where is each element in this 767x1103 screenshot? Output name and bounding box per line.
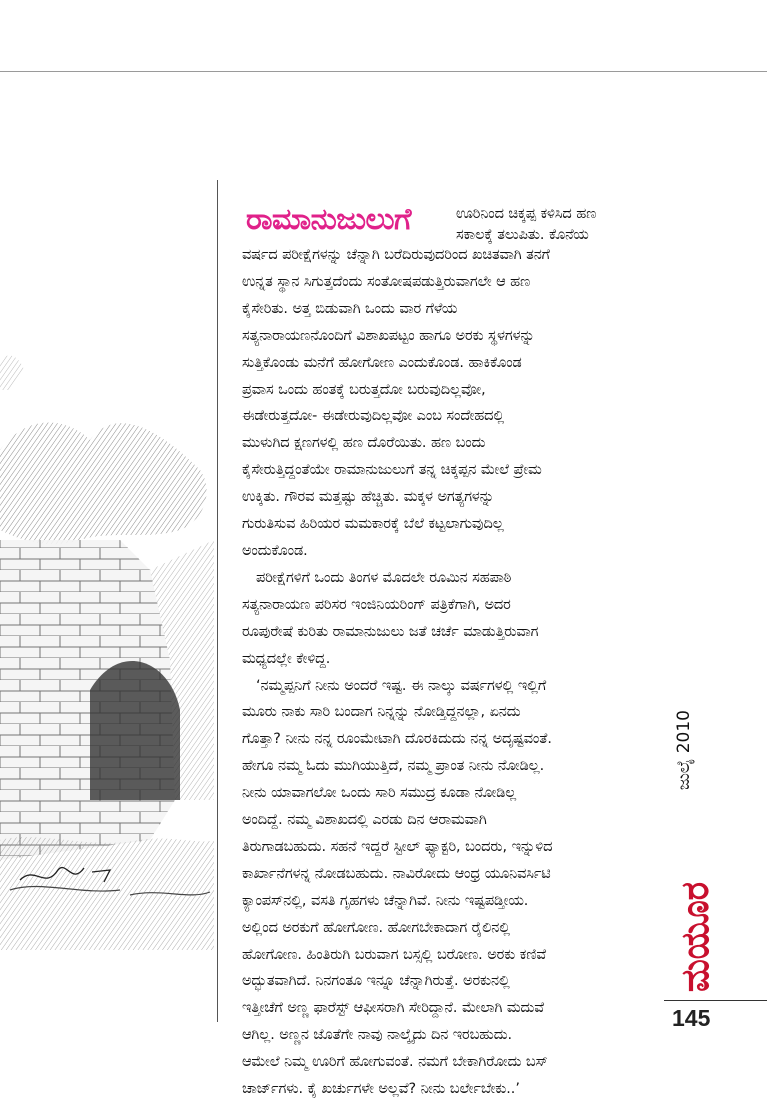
text-line: ಗುರುತಿಸುವ ಹಿರಿಯರ ಮಮಕಾರಕ್ಕೆ ಬೆಲೆ ಕಟ್ಟಲಾಗುವುದಿಲ್ಲ <box>242 511 660 538</box>
text-line: ಈಡೇರುತ್ತದೋ- ಈಡೇರುವುದಿಲ್ಲವೋ ಎಂಬ ಸಂದೇಹದಲ್ಲಿ <box>242 403 660 430</box>
text-line: ಆಮೇಲೆ ನಿಮ್ಮ ಊರಿಗೆ ಹೋಗುವಂತೆ. ನಮಗೆ ಬೇಕಾಗಿರೋದು ಬಸ್ <box>242 1049 660 1076</box>
text-line: ವರ್ಷದ ಪರೀಕ್ಷೆಗಳನ್ನು ಚೆನ್ನಾಗಿ ಬರೆದಿರುವುದರಿಂದ ಖಚಿತವಾಗಿ ತನಗೆ <box>242 242 660 269</box>
text-line: ಆಗಿಲ್ಲ. ಅಣ್ಣನ ಜೊತೆಗೇ ನಾವು ನಾಲ್ಕೈದು ದಿನ ಇರಬಹುದು. <box>242 1022 660 1049</box>
text-line: ಮೂರು ನಾಕು ಸಾರಿ ಬಂದಾಗ ನಿನ್ನನ್ನು ನೋಡ್ತಿದ್ದನಲ್ಲಾ, ಏನದು <box>242 699 660 726</box>
text-line: ಸತ್ಯನಾರಾಯಣ ಪರಿಸರ ಇಂಜಿನಿಯರಿಂಗ್ ಪತ್ರಿಕೆಗಾಗಿ, ಅದರ <box>242 592 660 619</box>
issue-month-year: ಜುಲೈ 2010 <box>674 710 704 870</box>
text-line: ಮುಳುಗಿದ ಕ್ಷಣಗಳಲ್ಲಿ ಹಣ ದೊರೆಯಿತು. ಹಣ ಬಂದು <box>242 430 660 457</box>
paragraph-2 <box>242 565 660 673</box>
text-line: ಹೋಗೋಣ. ಹಿಂತಿರುಗಿ ಬರುವಾಗ ಬಸ್ಸಲ್ಲಿ ಬರೋಣ. ಅರಕು ಕಣಿವೆ <box>242 942 660 969</box>
page-number: 145 <box>672 1005 710 1032</box>
page-number-rule <box>664 1000 767 1001</box>
text-line: ‘ನಮ್ಮಪ್ಪನಿಗೆ ನೀನು ಅಂದರೆ ಇಷ್ಟ. ಈ ನಾಲ್ಕು ವರ್ಷಗಳಲ್ಲಿ ಇಲ್ಲಿಗೆ <box>242 673 660 700</box>
text-line: ಉನ್ನತ ಸ್ಥಾನ ಸಿಗುತ್ತದೆಂದು ಸಂತೋಷಪಡುತ್ತಿರುವಾಗಲೇ ಆ ಹಣ <box>242 269 660 296</box>
text-line: ನೀನು ಯಾವಾಗಲೋ ಒಂದು ಸಾರಿ ಸಮುದ್ರ ಕೂಡಾ ನೋಡಿಲ್ಲ <box>242 780 660 807</box>
text-line: ಇತ್ತೀಚೆಗೆ ಅಣ್ಣ ಫಾರೆಸ್ಟ್ ಆಫೀಸರಾಗಿ ಸೇರಿದ್ದಾನೆ. ಮೇಲಾಗಿ ಮದುವೆ <box>242 995 660 1022</box>
text-line: ಅಲ್ಲಿಂದ ಅರಕುಗೆ ಹೋಗೋಣ. ಹೋಗಬೇಕಾದಾಗ ರೈಲಿನಲ್ಲಿ <box>242 915 660 942</box>
text-line: ಅಂದುಕೊಂಡ. <box>242 538 660 565</box>
text-line: ಕೈಸೇರುತ್ತಿದ್ದಂತೆಯೇ ರಾಮಾನುಜುಲುಗೆ ತನ್ನ ಚಿಕ್ಕಪ್ಪನ ಮೇಲೆ ಪ್ರೇಮ <box>242 457 660 484</box>
ruins-sketch-illustration <box>0 240 214 950</box>
text-line: ಪರೀಕ್ಷೆಗಳಿಗೆ ಒಂದು ತಿಂಗಳ ಮೊದಲೇ ರೂಮಿನ ಸಹಪಾಠಿ <box>242 565 660 592</box>
text-line: ಮಧ್ಯದಲ್ಲೇ ಕೇಳಿದ್ದ. <box>242 646 660 673</box>
text-line: ಸತ್ಯನಾರಾಯಣನೊಂದಿಗೆ ವಿಶಾಖಪಟ್ಟಂ ಹಾಗೂ ಅರಕು ಸ್ಥಳಗಳನ್ನು <box>242 323 660 350</box>
text-line: ಉಕ್ಕಿತು. ಗೌರವ ಮತ್ತಷ್ಟು ಹೆಚ್ಚಿತು. ಮಕ್ಕಳ ಅಗತ್ಯಗಳನ್ನು <box>242 484 660 511</box>
svg-text:ಮಯೂರ: ಮಯೂರ <box>673 882 717 992</box>
text-line: ಅಂದಿದ್ದೆ. ನಮ್ಮ ವಿಶಾಖದಲ್ಲಿ ಎರಡು ದಿನ ಆರಾಮವಾಗಿ <box>242 807 660 834</box>
paragraph-3 <box>242 673 660 1103</box>
text-line: ಸಕಾಲಕ್ಕೆ ತಲುಪಿತು. ಕೊನೆಯ <box>456 224 666 246</box>
text-line: ಗೊತ್ತಾ? ನೀನು ನನ್ನ ರೂಂಮೇಟಾಗಿ ದೊರಕಿದುದು ನನ್ನ ಅದೃಷ್ಟವಂತೆ. <box>242 726 660 753</box>
text-line: ಕ್ಯಾಂಪಸ್‌ನಲ್ಲಿ, ವಸತಿ ಗೃಹಗಳು ಚೆನ್ನಾಗಿವೆ. ನೀನು ಇಷ್ಟಪಡ್ತೀಯ. <box>242 888 660 915</box>
text-line: ತಿರುಗಾಡಬಹುದು. ಸಹನೆ ಇದ್ದರೆ ಸ್ಟೀಲ್ ಫ್ಯಾಕ್ಟರಿ, ಬಂದರು, ಇನ್ನುಳಿದ <box>242 834 660 861</box>
text-line: ಸುತ್ತಿಕೊಂಡು ಮನೆಗೆ ಹೋಗೋಣ ಎಂದುಕೊಂಡ. ಹಾಕಿಕೊಂಡ <box>242 350 660 377</box>
magazine-logo <box>668 880 712 992</box>
article-heading: ರಾಮಾನುಜುಲುಗೆ <box>246 202 411 237</box>
text-line: ಚಾರ್ಜ್‌ಗಳು. ಕೈ ಖರ್ಚುಗಳೇ ಅಲ್ಲವೆ? ನೀನು ಬರ್ಲೇಬೇಕು..’ <box>242 1076 660 1103</box>
article-body <box>242 242 660 1103</box>
text-line: ಹೇಗೂ ನಮ್ಮ ಓದು ಮುಗಿಯುತ್ತಿದೆ, ನಮ್ಮ ಪ್ರಾಂತ ನೀನು ನೋಡಿಲ್ಲ. <box>242 753 660 780</box>
column-divider <box>217 180 218 1022</box>
article <box>230 200 660 1103</box>
text-line: ಕಾರ್ಖಾನೆಗಳನ್ನ ನೋಡಬಹುದು. ನಾವಿರೋದು ಆಂಧ್ರ ಯೂನಿವರ್ಸಿಟಿ <box>242 861 660 888</box>
heading-row <box>230 200 660 242</box>
top-rule <box>0 71 767 72</box>
text-line: ಪ್ರವಾಸ ಒಂದು ಹಂತಕ್ಕೆ ಬರುತ್ತದೋ ಬರುವುದಿಲ್ಲವೋ, <box>242 377 660 404</box>
text-line: ಊರಿನಿಂದ ಚಿಕ್ಕಪ್ಪ ಕಳಿಸಿದ ಹಣ <box>456 204 666 224</box>
paragraph-1 <box>242 242 660 565</box>
text-line: ರೂಪುರೇಷೆ ಕುರಿತು ರಾಮಾನುಜುಲು ಜತೆ ಚರ್ಚೆ ಮಾಡುತ್ತಿರುವಾಗ <box>242 619 660 646</box>
text-line: ಕೈಸೇರಿತು. ಅತ್ತ ಬಿಡುವಾಗಿ ಒಂದು ವಾರ ಗೆಳೆಯ <box>242 296 660 323</box>
opening-lines <box>456 204 666 246</box>
text-line: ಅದ್ಭುತವಾಗಿದೆ. ನಿನಗಂತೂ ಇನ್ನೂ ಚೆನ್ನಾಗಿರುತ್ತೆ. ಅರಕುನಲ್ಲಿ <box>242 968 660 995</box>
